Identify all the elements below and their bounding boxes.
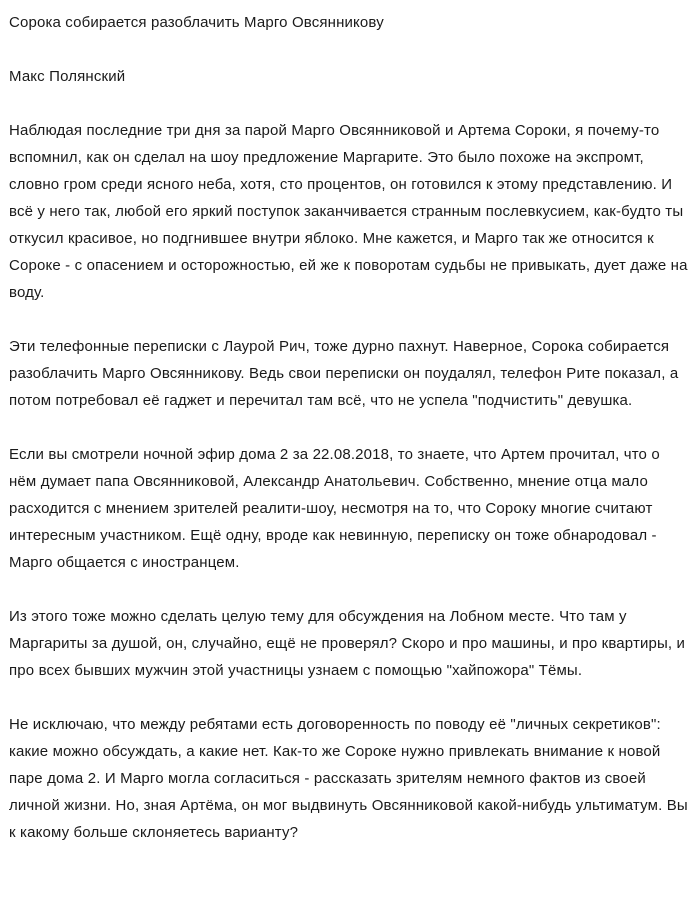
article-body (9, 117, 690, 846)
article-paragraph: Если вы смотрели ночной эфир дома 2 за 22.08.2018, то знаете, что Артем прочитал, что о нём думает папа Овсянниковой, Александр Анатольевич. Собственно, мнение отца мало расходится с мнением зрителей реалити-шоу, несмотря на то, что Сороку многие считают интересным участником. Ещё одну, вроде как невинную, переписку он тоже обнародовал - Марго общается с иностранцем. (9, 446, 660, 571)
byline-body-spacer (9, 90, 690, 117)
article-paragraph: Эти телефонные переписки с Лаурой Рич, тоже дурно пахнут. Наверное, Сорока собирается разоблачить Марго Овсянникову. Ведь свои переписки он поудалял, телефон Рите показал, а потом потребовал её гаджет и перечитал там всё, что не успела "подчистить" девушка. (9, 338, 679, 409)
article-author: Макс Полянский (9, 68, 126, 85)
article-paragraph: Не исключаю, что между ребятами есть договоренность по поводу её "личных секретиков": какие можно обсуждать, а какие нет. Как-то же Сороке нужно привлекать внимание к новой паре дома 2. И Марго могла согласиться - рассказать зрителям немного фактов из своей личной жизни. Но, зная Артёма, он мог выдвинуть Овсянниковой какой-нибудь ультиматум. Вы к какому больше склоняетесь варианту? (9, 716, 688, 841)
article-paragraph: Наблюдая последние три дня за парой Марго Овсянниковой и Артема Сороки, я почему-то вспомнил, как он сделал на шоу предложение Маргарите. Это было похоже на экспромт, словно гром среди ясного неба, хотя, сто процентов, он готовился к этому представлению. И всё у него так, любой его яркий поступок заканчивается странным послевкусием, как-будто ты откусил красивое, но подгнившее внутри яблоко. Мне кажется, и Марго так же относится к Сороке - с опасением и осторожностью, ей же к поворотам судьбы не привыкать, дует даже на воду. (9, 122, 688, 301)
page-title: Сорока собирается разоблачить Марго Овсянникову (9, 14, 384, 31)
article-paragraph: Из этого тоже можно сделать целую тему для обсуждения на Лобном месте. Что там у Маргариты за душой, он, случайно, ещё не проверял? Скоро и про машины, и про квартиры, и про всех бывших мужчин этой участницы узнаем с помощью "хайпожора" Тёмы. (9, 608, 686, 679)
title-byline-spacer (9, 36, 690, 63)
